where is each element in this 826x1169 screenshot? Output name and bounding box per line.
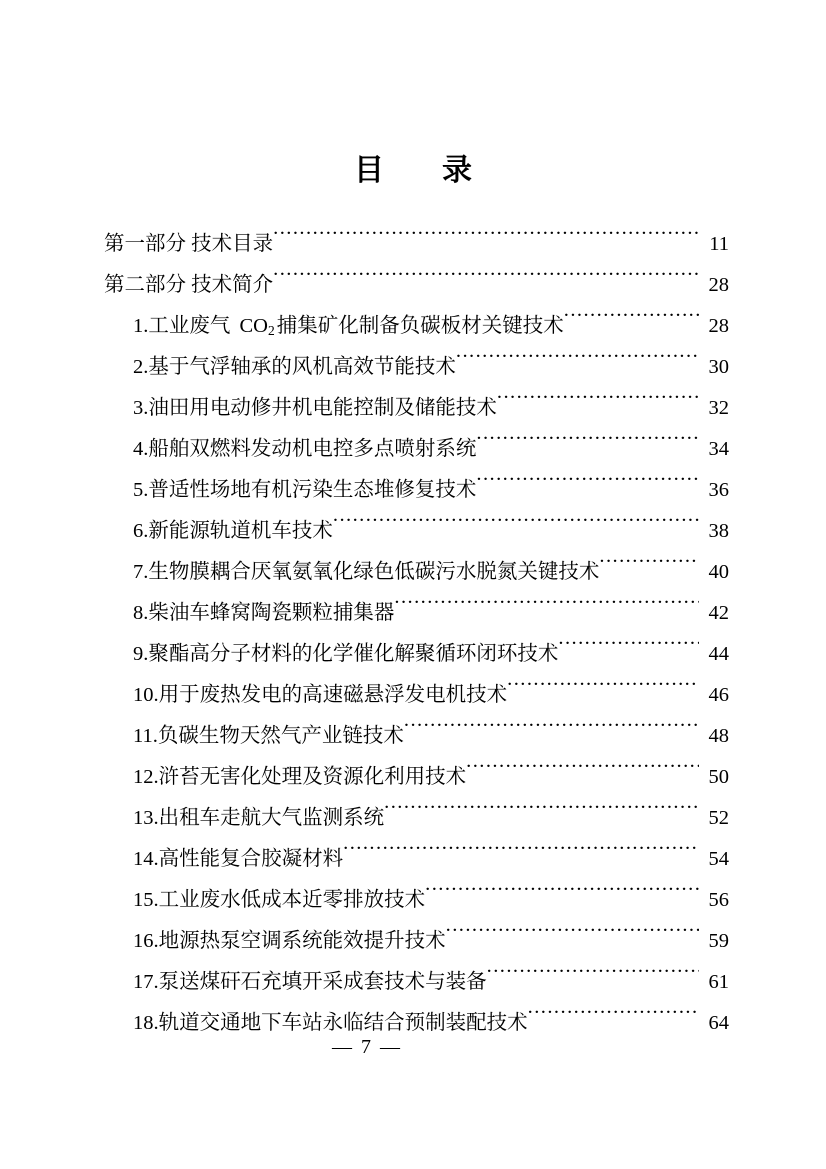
- toc-entry[interactable]: [104, 921, 729, 962]
- chemical-formula: $CO_2$: [239, 315, 275, 338]
- toc-entry-label: 10.用于废热发电的高速磁悬浮发电机技术: [133, 684, 508, 706]
- toc-entry-page-number: 54: [708, 848, 729, 870]
- toc-entry[interactable]: [104, 716, 729, 757]
- toc-leader-dots: [507, 681, 699, 702]
- toc-leader-dots: [446, 927, 699, 948]
- table-of-contents: [104, 224, 729, 1044]
- toc-entry[interactable]: [104, 429, 729, 470]
- toc-leader-dots: [476, 435, 699, 456]
- toc-entry[interactable]: [104, 593, 729, 634]
- toc-leader-dots: [476, 476, 699, 497]
- toc-entry-page-number: 40: [708, 561, 729, 583]
- toc-entry-page-number: 59: [708, 930, 729, 952]
- toc-leader-dots: [394, 599, 699, 620]
- toc-entry-page-number: 36: [708, 479, 729, 501]
- toc-entry-label: 11.负碳生物天然气产业链技术: [133, 725, 404, 747]
- toc-leader-dots: [528, 1009, 699, 1030]
- toc-entry[interactable]: [104, 880, 729, 921]
- toc-entry-label: 15.工业废水低成本近零排放技术: [133, 889, 426, 911]
- toc-leader-dots: [343, 845, 699, 866]
- toc-entry-label: 5.普适性场地有机污染生态堆修复技术: [133, 479, 477, 501]
- toc-entry-label: 4.船舶双燃料发动机电控多点喷射系统: [133, 438, 477, 460]
- toc-entry-page-number: 38: [708, 520, 729, 542]
- toc-leader-dots: [425, 886, 699, 907]
- toc-leader-dots: [466, 763, 699, 784]
- toc-entry[interactable]: [104, 511, 729, 552]
- toc-leader-dots: [456, 353, 699, 374]
- toc-entry-label: 1.工业废气 $CO_2$捕集矿化制备负碳板材关键技术: [133, 315, 564, 338]
- toc-entry-page-number: 42: [708, 602, 729, 624]
- toc-entry-page-number: 61: [708, 971, 729, 993]
- toc-entry-label: 14.高性能复合胶凝材料: [133, 848, 344, 870]
- toc-entry-page-number: 32: [708, 397, 729, 419]
- toc-leader-dots: [564, 312, 699, 333]
- toc-entry[interactable]: [104, 306, 729, 347]
- toc-leader-dots: [404, 722, 699, 743]
- toc-entry-page-number: 56: [708, 889, 729, 911]
- toc-entry-label: 7.生物膜耦合厌氧氨氧化绿色低碳污水脱氮关键技术: [133, 561, 600, 583]
- toc-entry-label: 17.泵送煤矸石充填开采成套技术与装备: [133, 971, 487, 993]
- toc-leader-dots: [384, 804, 699, 825]
- toc-entry-label: 9.聚酯高分子材料的化学催化解聚循环闭环技术: [133, 643, 559, 665]
- toc-leader-dots: [273, 230, 701, 251]
- toc-entry-page-number: 64: [708, 1012, 729, 1034]
- toc-entry[interactable]: [104, 470, 729, 511]
- toc-entry[interactable]: [104, 552, 729, 593]
- toc-entry-label: 18.轨道交通地下车站永临结合预制装配技术: [133, 1012, 528, 1034]
- toc-entry-page-number: 52: [708, 807, 729, 829]
- toc-entry-page-number: 11: [709, 233, 729, 255]
- toc-entry-page-number: 48: [708, 725, 729, 747]
- toc-leader-dots: [333, 517, 699, 538]
- toc-leader-dots: [273, 271, 701, 292]
- toc-entry-page-number: 44: [708, 643, 729, 665]
- toc-leader-dots: [599, 558, 699, 579]
- toc-entry-label: 13.出租车走航大气监测系统: [133, 807, 385, 829]
- toc-leader-dots: [487, 968, 699, 989]
- toc-entry[interactable]: [104, 962, 729, 1003]
- toc-entry-label: 8.柴油车蜂窝陶瓷颗粒捕集器: [133, 602, 395, 624]
- toc-entry-label: 第二部分 技术简介: [104, 274, 274, 296]
- toc-leader-dots: [558, 640, 699, 661]
- page-number: — 7 —: [332, 1036, 402, 1058]
- toc-entry-page-number: 28: [708, 315, 729, 337]
- toc-entry[interactable]: [104, 388, 729, 429]
- toc-entry[interactable]: [104, 839, 729, 880]
- toc-entry-page-number: 34: [708, 438, 729, 460]
- toc-entry-page-number: 28: [708, 274, 729, 296]
- toc-entry-label: 6.新能源轨道机车技术: [133, 520, 333, 542]
- toc-entry[interactable]: [104, 265, 729, 306]
- page-title: 目 录: [354, 154, 486, 187]
- toc-entry[interactable]: [104, 224, 729, 265]
- toc-entry[interactable]: [104, 347, 729, 388]
- toc-entry-page-number: 50: [708, 766, 729, 788]
- toc-entry[interactable]: [104, 757, 729, 798]
- toc-entry-label: 12.浒苔无害化处理及资源化利用技术: [133, 766, 467, 788]
- toc-entry-label: 16.地源热泵空调系统能效提升技术: [133, 930, 446, 952]
- toc-entry[interactable]: [104, 634, 729, 675]
- toc-entry[interactable]: [104, 675, 729, 716]
- toc-entry[interactable]: [104, 798, 729, 839]
- toc-entry-label: 第一部分 技术目录: [104, 233, 274, 255]
- toc-entry-page-number: 46: [708, 684, 729, 706]
- toc-entry-page-number: 30: [708, 356, 729, 378]
- toc-entry-label: 2.基于气浮轴承的风机高效节能技术: [133, 356, 456, 378]
- toc-entry-label: 3.油田用电动修井机电能控制及储能技术: [133, 397, 497, 419]
- toc-leader-dots: [497, 394, 699, 415]
- page-footer: [0, 1036, 826, 1059]
